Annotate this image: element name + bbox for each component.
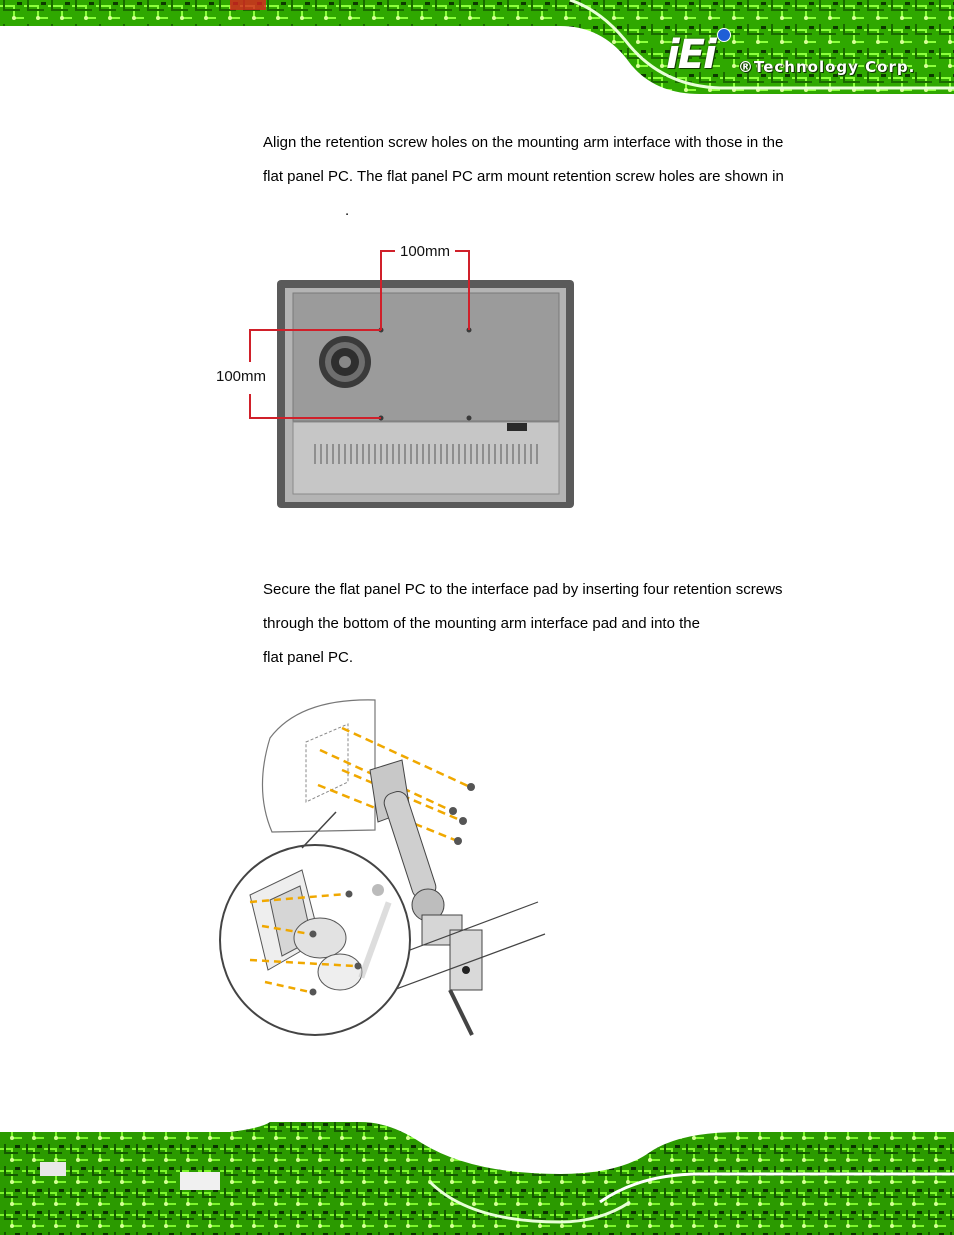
retention-screws (449, 783, 475, 845)
horizontal-dimension-label: 100mm (399, 243, 451, 260)
step1-line-1: Align the retention screw holes on the mounting arm interface with those in the (263, 134, 784, 151)
connector-port (507, 423, 527, 431)
vertical-dimension-label: 100mm (215, 368, 267, 385)
arm-mount-installation-figure (210, 690, 555, 1040)
step2-line-1: Secure the flat panel PC to the interface pad by inserting four retention screws (263, 581, 783, 598)
logo-company-name: ®Technology Corp. (738, 58, 916, 76)
flat-panel-outline (262, 700, 375, 832)
fan-grille (319, 336, 371, 388)
step1-line-2: flat panel PC. The flat panel PC arm mount retention screw holes are shown in (263, 168, 784, 185)
step1-line-3: . (345, 202, 350, 219)
logo-mark: iEi (666, 32, 715, 78)
step1-paragraph (263, 126, 823, 228)
step2-line-2: through the bottom of the mounting arm interface pad and into the (263, 615, 700, 632)
step2-line-3: flat panel PC. (263, 649, 354, 666)
step2-paragraph (263, 573, 823, 675)
footer-banner (0, 1122, 954, 1235)
iei-logo (666, 28, 936, 84)
logo-dot-icon (717, 28, 731, 42)
back-panel-screw-hole-figure (205, 236, 585, 514)
